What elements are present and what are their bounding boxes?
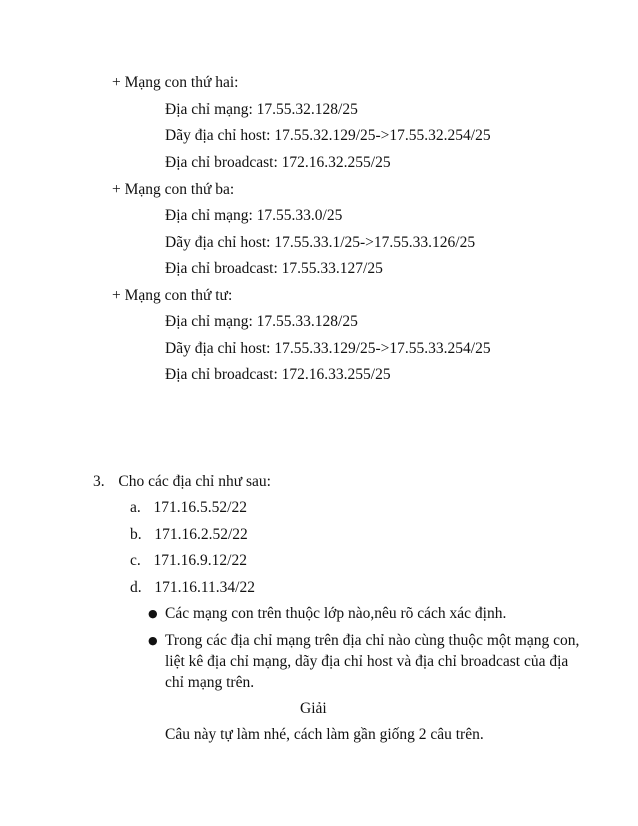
item-label: a. <box>130 499 141 516</box>
subnet-4-broadcast-address: Địa chỉ broadcast: 172.16.33.255/25 <box>165 366 391 383</box>
bullet-text: Trong các địa chỉ mạng trên địa chỉ nào cùng thuộc một mạng con, <box>165 632 580 649</box>
subnet-2-broadcast-address: Địa chỉ broadcast: 172.16.32.255/25 <box>165 154 391 171</box>
question-number: 3. <box>93 473 105 490</box>
item-value: 171.16.11.34/22 <box>154 579 255 596</box>
item-value: 171.16.2.52/22 <box>154 526 248 543</box>
question-3 <box>93 472 271 492</box>
subnet-2-heading: + Mạng con thứ hai: <box>112 74 239 91</box>
bullet-continuation-line: liệt kê địa chỉ mạng, dãy địa chỉ host và địa chỉ broadcast của địa <box>165 653 569 670</box>
bullet-text: Các mạng con trên thuộc lớp nào,nêu rõ cách xác định. <box>165 605 507 622</box>
address-item-b <box>130 525 248 545</box>
item-value: 171.16.5.52/22 <box>153 499 247 516</box>
item-value: 171.16.9.12/22 <box>153 552 247 569</box>
bullet-continuation-line: chỉ mạng trên. <box>165 674 255 691</box>
bullet-same-subnet-question <box>148 631 579 651</box>
subnet-2-host-range: Dãy địa chỉ host: 17.55.32.129/25->17.55.32.254/25 <box>165 127 491 144</box>
address-item-a <box>130 498 247 518</box>
bullet-dot-icon: ● <box>148 634 158 647</box>
subnet-3-host-range: Dãy địa chỉ host: 17.55.33.1/25->17.55.33.126/25 <box>165 234 476 251</box>
question-prompt: Cho các địa chỉ như sau: <box>118 473 271 490</box>
item-label: c. <box>130 552 141 569</box>
subnet-3-broadcast-address: Địa chỉ broadcast: 17.55.33.127/25 <box>165 260 383 277</box>
subnet-3-network-address: Địa chỉ mạng: 17.55.33.0/25 <box>165 207 343 224</box>
address-item-d <box>130 578 255 598</box>
subnet-2-network-address: Địa chỉ mạng: 17.55.32.128/25 <box>165 101 358 118</box>
subnet-4-heading: + Mạng con thứ tư: <box>112 287 233 304</box>
address-item-c <box>130 551 247 571</box>
solution-title: Giải <box>300 700 327 717</box>
bullet-dot-icon: ● <box>148 607 158 620</box>
subnet-4-host-range: Dãy địa chỉ host: 17.55.33.129/25->17.55.33.254/25 <box>165 340 491 357</box>
bullet-class-question <box>148 604 506 624</box>
item-label: d. <box>130 579 142 596</box>
subnet-3-heading: + Mạng con thứ ba: <box>112 181 235 198</box>
subnet-4-network-address: Địa chỉ mạng: 17.55.33.128/25 <box>165 313 358 330</box>
item-label: b. <box>130 526 142 543</box>
solution-text: Câu này tự làm nhé, cách làm gần giống 2 câu trên. <box>165 726 484 743</box>
